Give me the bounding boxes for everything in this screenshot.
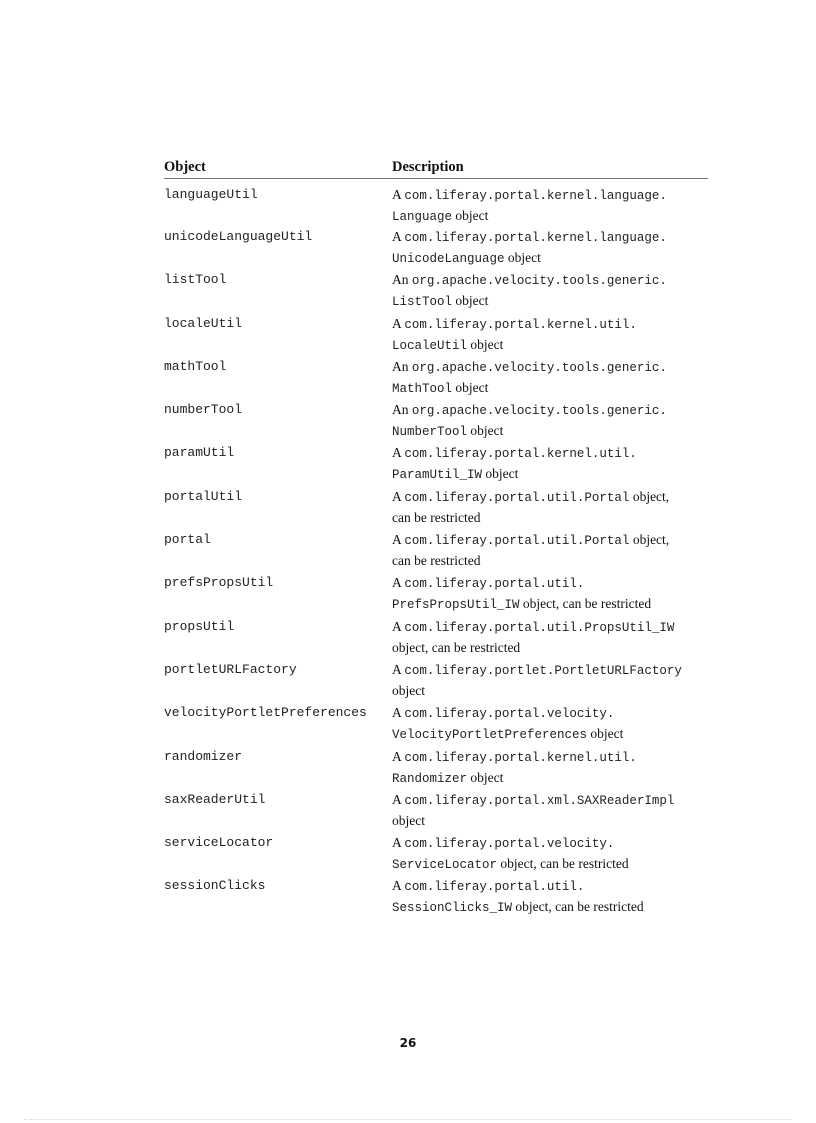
text-fragment: A	[392, 229, 405, 244]
description-line-2	[392, 768, 708, 789]
object-name: serviceLocator	[164, 835, 274, 851]
text-fragment: A	[392, 488, 405, 504]
text-fragment: A	[392, 187, 405, 202]
description-text	[392, 357, 708, 399]
code-fragment: com.liferay.portal.kernel.language.	[404, 231, 667, 245]
code-fragment: Randomizer	[392, 771, 468, 786]
object-cell	[164, 790, 392, 833]
description-text	[392, 314, 708, 356]
description-cell	[392, 179, 708, 228]
table-header-row	[164, 158, 708, 179]
description-cell	[392, 487, 708, 530]
object-name: mathTool	[164, 358, 227, 374]
text-fragment: object, can be restricted	[519, 596, 652, 612]
text-fragment: object	[392, 812, 425, 828]
text-fragment: A	[392, 315, 405, 331]
object-name: localeUtil	[164, 315, 243, 331]
text-fragment: object	[482, 466, 519, 482]
text-fragment: object, can be restricted	[497, 856, 629, 872]
description-line-2	[392, 291, 708, 312]
object-cell	[164, 876, 392, 919]
code-fragment: org.apache.velocity.tools.generic.	[411, 274, 667, 289]
description-line-1	[392, 617, 708, 638]
table-row	[164, 530, 708, 573]
description-line-1	[392, 400, 708, 421]
description-line-2	[392, 464, 708, 485]
description-line-1	[392, 314, 708, 335]
description-cell	[392, 270, 708, 313]
text-fragment: A	[392, 532, 405, 548]
description-line-2	[392, 206, 708, 227]
description-line-2	[392, 811, 708, 830]
object-cell	[164, 573, 392, 616]
description-line-2	[392, 854, 708, 875]
description-line-1	[392, 270, 708, 291]
text-fragment: A	[392, 878, 405, 894]
description-line-2	[392, 248, 708, 269]
text-fragment: object	[467, 423, 504, 439]
code-fragment: com.liferay.portal.xml.SAXReaderImpl	[404, 793, 675, 808]
object-cell	[164, 400, 392, 443]
object-name: listTool	[164, 272, 227, 288]
description-cell	[392, 314, 708, 357]
description-cell	[392, 747, 708, 790]
table-row	[164, 617, 708, 660]
object-cell	[164, 747, 392, 790]
description-text	[392, 270, 708, 312]
object-cell	[164, 314, 392, 357]
description-text	[392, 227, 708, 269]
table-row	[164, 660, 708, 703]
description-cell	[392, 573, 708, 616]
code-fragment: org.apache.velocity.tools.generic.	[411, 404, 667, 419]
table-row	[164, 357, 708, 400]
code-fragment: com.liferay.portal.kernel.language.	[404, 189, 667, 203]
object-name: paramUtil	[164, 445, 235, 461]
object-name: propsUtil	[164, 618, 235, 634]
code-fragment: com.liferay.portal.util.Portal	[404, 490, 630, 505]
code-fragment: com.liferay.portal.util.PropsUtil_IW	[404, 620, 675, 635]
description-line-1	[392, 487, 708, 508]
table-row	[164, 703, 708, 746]
description-cell	[392, 833, 708, 876]
object-name: numberTool	[164, 402, 243, 418]
code-fragment: com.liferay.portal.kernel.util.	[404, 447, 637, 462]
description-line-2	[392, 897, 708, 918]
code-fragment: MathTool	[392, 381, 453, 396]
table-row	[164, 573, 708, 616]
object-name: unicodeLanguageUtil	[164, 229, 313, 244]
object-name: saxReaderUtil	[164, 791, 266, 807]
description-line-1	[392, 703, 708, 724]
description-line-2	[392, 724, 708, 745]
description-cell	[392, 400, 708, 443]
table-row	[164, 443, 708, 486]
code-fragment: com.liferay.portal.kernel.util.	[404, 317, 637, 332]
table-row	[164, 179, 708, 228]
description-text	[392, 790, 708, 830]
description-cell	[392, 443, 708, 486]
text-fragment: object, can be restricted	[512, 899, 644, 915]
object-cell	[164, 443, 392, 486]
text-fragment: A	[392, 661, 405, 677]
description-line-1	[392, 227, 708, 248]
object-name: languageUtil	[164, 187, 258, 202]
description-text	[392, 530, 708, 570]
description-text	[392, 400, 708, 442]
code-fragment: ServiceLocator	[392, 858, 498, 873]
objects-table	[164, 158, 708, 920]
description-cell	[392, 227, 708, 270]
code-fragment: Language	[392, 210, 453, 224]
table-row	[164, 747, 708, 790]
description-cell	[392, 617, 708, 660]
object-cell	[164, 660, 392, 703]
description-text	[392, 833, 708, 875]
text-fragment: object,	[629, 488, 670, 504]
text-fragment: object	[392, 682, 425, 698]
text-fragment: can be restricted	[392, 553, 481, 569]
code-fragment: ParamUtil_IW	[392, 468, 483, 483]
text-fragment: object	[467, 336, 504, 352]
description-line-2	[392, 681, 708, 700]
code-fragment: com.liferay.portal.kernel.util.	[404, 750, 637, 765]
description-text	[392, 487, 708, 527]
description-text	[392, 747, 708, 789]
text-fragment: object	[587, 726, 624, 742]
description-line-1	[392, 833, 708, 854]
object-cell	[164, 617, 392, 660]
object-cell	[164, 179, 392, 228]
code-fragment: com.liferay.portal.util.	[404, 880, 585, 895]
code-fragment: com.liferay.portlet.PortletURLFactory	[404, 663, 682, 678]
table-row	[164, 270, 708, 313]
object-cell	[164, 487, 392, 530]
text-fragment: can be restricted	[392, 509, 481, 525]
description-line-1	[392, 530, 708, 551]
description-cell	[392, 703, 708, 746]
object-cell	[164, 833, 392, 876]
description-cell	[392, 790, 708, 833]
object-name: portalUtil	[164, 488, 243, 504]
page-bottom-rule	[24, 1119, 792, 1120]
text-fragment: A	[392, 445, 405, 461]
description-line-2	[392, 378, 708, 399]
code-fragment: SessionClicks_IW	[392, 901, 513, 916]
description-line-1	[392, 185, 708, 206]
code-fragment: ListTool	[392, 295, 453, 310]
text-fragment: object	[452, 293, 489, 309]
text-fragment: A	[392, 791, 405, 807]
text-fragment: object	[452, 379, 489, 395]
description-line-2	[392, 594, 708, 615]
object-name: portletURLFactory	[164, 661, 297, 677]
description-cell	[392, 357, 708, 400]
description-cell	[392, 660, 708, 703]
code-fragment: LocaleUtil	[392, 338, 468, 353]
object-cell	[164, 530, 392, 573]
text-fragment: An	[392, 358, 412, 374]
table-row	[164, 790, 708, 833]
table-row	[164, 314, 708, 357]
code-fragment: com.liferay.portal.velocity.	[404, 837, 615, 852]
text-fragment: A	[392, 705, 405, 721]
description-line-1	[392, 443, 708, 464]
object-cell	[164, 703, 392, 746]
description-line-1	[392, 573, 708, 594]
table-body	[164, 179, 708, 920]
description-text	[392, 703, 708, 745]
description-text	[392, 876, 708, 918]
page-number: 26	[399, 1036, 417, 1050]
object-name: prefsPropsUtil	[164, 575, 274, 591]
description-text	[392, 660, 708, 700]
text-fragment: object	[467, 769, 504, 785]
description-line-1	[392, 660, 708, 681]
description-cell	[392, 876, 708, 919]
code-fragment: com.liferay.portal.velocity.	[404, 707, 615, 722]
object-name: portal	[164, 532, 211, 548]
table-row	[164, 400, 708, 443]
header-description: Description	[392, 158, 708, 179]
text-fragment: A	[392, 835, 405, 851]
text-fragment: An	[392, 402, 412, 418]
text-fragment: A	[392, 618, 405, 634]
code-fragment: com.liferay.portal.util.	[404, 577, 585, 592]
description-line-2	[392, 551, 708, 570]
table-row	[164, 227, 708, 270]
description-line-2	[392, 335, 708, 356]
object-name: sessionClicks	[164, 878, 266, 894]
description-text	[392, 185, 708, 227]
description-line-1	[392, 357, 708, 378]
code-fragment: PrefsPropsUtil_IW	[392, 598, 520, 613]
description-cell	[392, 530, 708, 573]
text-fragment: An	[392, 272, 412, 288]
description-line-2	[392, 638, 708, 657]
description-text	[392, 573, 708, 615]
code-fragment: com.liferay.portal.util.Portal	[404, 534, 630, 549]
object-cell	[164, 357, 392, 400]
object-name: randomizer	[164, 748, 243, 764]
text-fragment: object,	[629, 532, 670, 548]
header-object: Object	[164, 158, 392, 179]
table-row	[164, 487, 708, 530]
description-line-2	[392, 508, 708, 527]
description-text	[392, 443, 708, 485]
code-fragment: org.apache.velocity.tools.generic.	[411, 360, 667, 375]
description-text	[392, 617, 708, 657]
code-fragment: UnicodeLanguage	[392, 252, 505, 266]
description-line-2	[392, 421, 708, 442]
code-fragment: VelocityPortletPreferences	[392, 728, 588, 743]
text-fragment: A	[392, 748, 405, 764]
table-row	[164, 833, 708, 876]
description-line-1	[392, 747, 708, 768]
text-fragment: object	[452, 208, 489, 223]
object-name: velocityPortletPreferences	[164, 705, 367, 721]
description-line-1	[392, 790, 708, 811]
text-fragment: object	[504, 250, 541, 265]
text-fragment: object, can be restricted	[392, 639, 521, 655]
object-cell	[164, 227, 392, 270]
code-fragment: NumberTool	[392, 425, 468, 440]
text-fragment: A	[392, 575, 405, 591]
description-line-1	[392, 876, 708, 897]
table-row	[164, 876, 708, 919]
object-cell	[164, 270, 392, 313]
